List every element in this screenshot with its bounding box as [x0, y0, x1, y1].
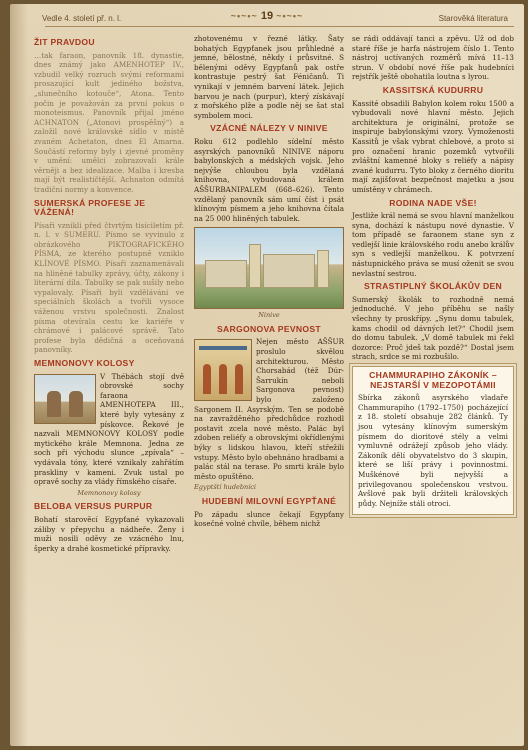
- section-text: V Thébách stojí dvě obrovské sochy faraona AMENHOTEPA III., které byly vytesány z pískovce. Řekové je nazvali MEMNONOVY KOLOSY podle mytického krále Memnona. Jedna ze soch při východu slunce „zpívala“ – vydávala tóny, které vznikaly zahřátím praskliny v kameni. Zvuk ustal po opravě sochy za vlády římského císaře.: [34, 371, 184, 487]
- section-text: Roku 612 podlehlo sídelní město asyrských panovníků NINIVE náporu babylonských a médských vojsk. Jeho nejvýše chloubou byla vzdělaná knihovna, vybudovaná králem AŠŠURBANIPALEM (668–626). Tento vzdělaný panovník sám umí číst i psát klínovým písmem a jeho knihovna čítala na 25 000 hliněných tabulek.: [194, 136, 344, 223]
- intro-text: zhotovenému v řezné látky. Šaty bohatých Egypťanek jsou průhledné a jemné, bělostné, někdy i průsvitné. S bělenými oděvy Egypťanů pak ostře kontrastuje pestrý šat Féničanů. Ti vynikají v jemném barvení látek. Jejich barvou je nach (purpur), který získávají z mořského plže a podle něj se šat stal symbolem moci.: [194, 34, 344, 120]
- image-caption: Egyptští hudebníci: [194, 483, 256, 492]
- section-text: Sumerský školák to rozhodně nemá jednoduché. V jeho příběhu se našly všechny ty proskřípy. „Synu domu tabulek, kams chodil od dávných let?“ Chodil jsem do domu tabulek. „V domě tabulek mi řekl dozorce: Proč jdeš tak pozdě?“ Dostal jsem strach, srdce se mi rozbušilo.: [352, 294, 514, 362]
- box-text: Sbírka zákonů asyrského vladaře Chammurapiho (1792–1750) pocházející z 18. století obsahuje 282 článků. Ty jsou vytesány klínovým sumerským písmem do dioritové stély a velmi vymluvně odrážejí způsob jeho vlády. Zákoník dělí obyvatelstvo do 3 skupin, které se liší právy i povinnostmi. Muškénové byli nejvyšší a privilegovanou společenskou vrstvou. Avšlové pak byli držiteli královských půdy. Nejníže stáli otroci.: [358, 393, 508, 508]
- book-page: [10, 4, 524, 746]
- tower-shape: [317, 250, 329, 288]
- figure-shape: [203, 364, 211, 394]
- column-1: [34, 34, 184, 555]
- sidebar-box: [352, 366, 514, 515]
- header-left: Vedle 4. století př. n. l.: [42, 14, 122, 23]
- section-text: Jestliže král nemá se svou hlavní manželkou syna, dochází k nástupu nové dynastie. V tom případě se faraonem stane syn z vedlejší linie královského rodu anebo králův syn s vedlejší manželkou. K potvrzení nástupnického práva se musí oženit se svou nevlastní sestrou.: [352, 211, 514, 278]
- image-caption: Memnonovy kolosy: [77, 488, 141, 497]
- box-title: CHAMMURAPIHO ZÁKONÍK – NEJSTARŠÍ V MEZOPOTÁMII: [369, 370, 497, 390]
- image-caption: Ninive: [258, 311, 280, 320]
- section-title: STRASTIPLNÝ ŠKOLÁKŮV DEN: [363, 281, 503, 292]
- section-text: Po západu slunce čekají Egypťany kosečné volné chvíle, během nichž: [194, 509, 344, 529]
- figure-shape: [219, 364, 227, 394]
- intro-text: se rádi oddávají tanci a zpěvu. Už od dob staré říše je harfa nástrojem číslo 1. Tento nástroj uctívaných rozměrů mívá 11–13 strun. V období nové říše pak hudebníci rejstřík ještě obohatila loutna s lyrou.: [352, 34, 514, 82]
- building-shape: [205, 260, 247, 288]
- memnon-colossi-image: [34, 374, 96, 424]
- section-title: MEMNONOVY KOLOSY: [34, 358, 135, 368]
- section-text: Nejen město AŠŠUR proslulo skvělou architekturou. Město Chorsabád (též Dúr-Šarrukín neboli Sargonova pevnost) bylo založeno Sargonem II. Asyrským. Ten se podobě na zavražděného předchůdce rozhodl postavit zcela nové město. Palác byl zdoben reliéfy a obrovskými okřídlenými býky s lidskou hlavou, kteří střežili vstupy. Město bylo obehnáno hradbami a palác stál na terase. Po smrti krále bylo město opuštěno.: [194, 337, 344, 481]
- egyptian-musicians-image: [194, 339, 252, 401]
- section-title: VZÁCNÉ NÁLEZY V NINIVE: [210, 123, 328, 134]
- section-text: Písaři vznikli před čtvrtým tisíciletím př. n. l. v SUMERU. Písmo se vyvinulo z obrázkového PIKTOGRAFICKÉHO PÍSMA, ze kterého postupně vzniklo KLÍNOVÉ PÍSMO. Písaři zaznamenávali na hliněné tabulky zprávy, účty, zákony i literární díla. Tabulky se pak sušily nebo vypalovaly. Písaři byli vzděláváni ve speciálních školách a tvořili vysoce váženou vrstvu společnosti. Znalost písma otevírala cestu ke kariéře v chrámové i palácové správě. Tato profese byla dědičná a oceňovaná panovníky.: [34, 220, 184, 355]
- section-text: …tak faraon, panovník 18. dynastie, dnes známý jako AMENHOTEP IV., vzbudil velký rozruch svými reformami prosazující kult jediného božstva, „slunečního kotouče“, Atona. Tento počin je považován za první pokus o monoteismus. Panovník přijal jméno ACHNATON („Atonovi prospěšný“) a založil nové královské sídlo v místě zvaném Achetaton, dnes El Amarna. Součástí reformy byly i zjevné proměny v umění: umělci zobrazovali krále věrněji a bez idealizace. Malba i kresba mají být realističtější. Achnaton odmítá tradiční normy a konvence.: [34, 50, 184, 194]
- ornament-icon: ~•~•~: [230, 11, 258, 21]
- statue-shape: [47, 391, 61, 417]
- statue-shape: [69, 391, 83, 417]
- page-header: [20, 12, 514, 28]
- ninive-illustration: [194, 227, 344, 309]
- ornament-icon: ~•~•~: [276, 11, 304, 21]
- section-title: HUDEBNÍ MILOVNÍ EGYPŤANÉ: [201, 495, 337, 506]
- section-title: KASSITSKÁ KUDURRU: [382, 84, 484, 95]
- tower-shape: [249, 244, 261, 288]
- building-shape: [263, 254, 315, 288]
- page-number: [231, 10, 304, 22]
- section-title: BELOBA VERSUS PURPUR: [34, 501, 153, 512]
- column-2: [194, 34, 344, 531]
- section-title: SUMERSKÁ PROFESE JE VÁŽENÁ!: [34, 197, 146, 218]
- figure-shape: [235, 364, 243, 394]
- page-number-text: 19: [260, 10, 274, 22]
- column-3: [352, 34, 514, 515]
- section-title: ŽIT PRAVDOU: [34, 37, 95, 47]
- section-text: Kassité obsadili Babylon kolem roku 1500 a vybudovali nové hlavní město. Jejich architektura je originální, protože se inspiruje babylonskými vzory. Vymoženosti Kassitů je však vybrat chlebové, a proto si pro označení hranic pozemků vytvořili zvláštní kamenné bloky s reliéfy a nápisy zvané kudurru. Tyto bloky z černého dioritu mají zajišťovat bezpečnost majetku a jsou umístěny v chrámech.: [352, 98, 514, 194]
- header-right: Starověká literatura: [438, 14, 508, 23]
- section-title: SARGONOVA PEVNOST: [217, 323, 321, 334]
- section-text: Bohatí starověcí Egypťané vykazovali záliby v přepychu a nádheře. Ženy i muži nosili oděvy ze vzácného lnu, šperky a drahé kosmetické přípravky.: [34, 514, 184, 553]
- header-rule: [45, 26, 514, 27]
- section-title: RODINA NADE VŠE!: [389, 197, 477, 208]
- frieze-band: [199, 346, 247, 350]
